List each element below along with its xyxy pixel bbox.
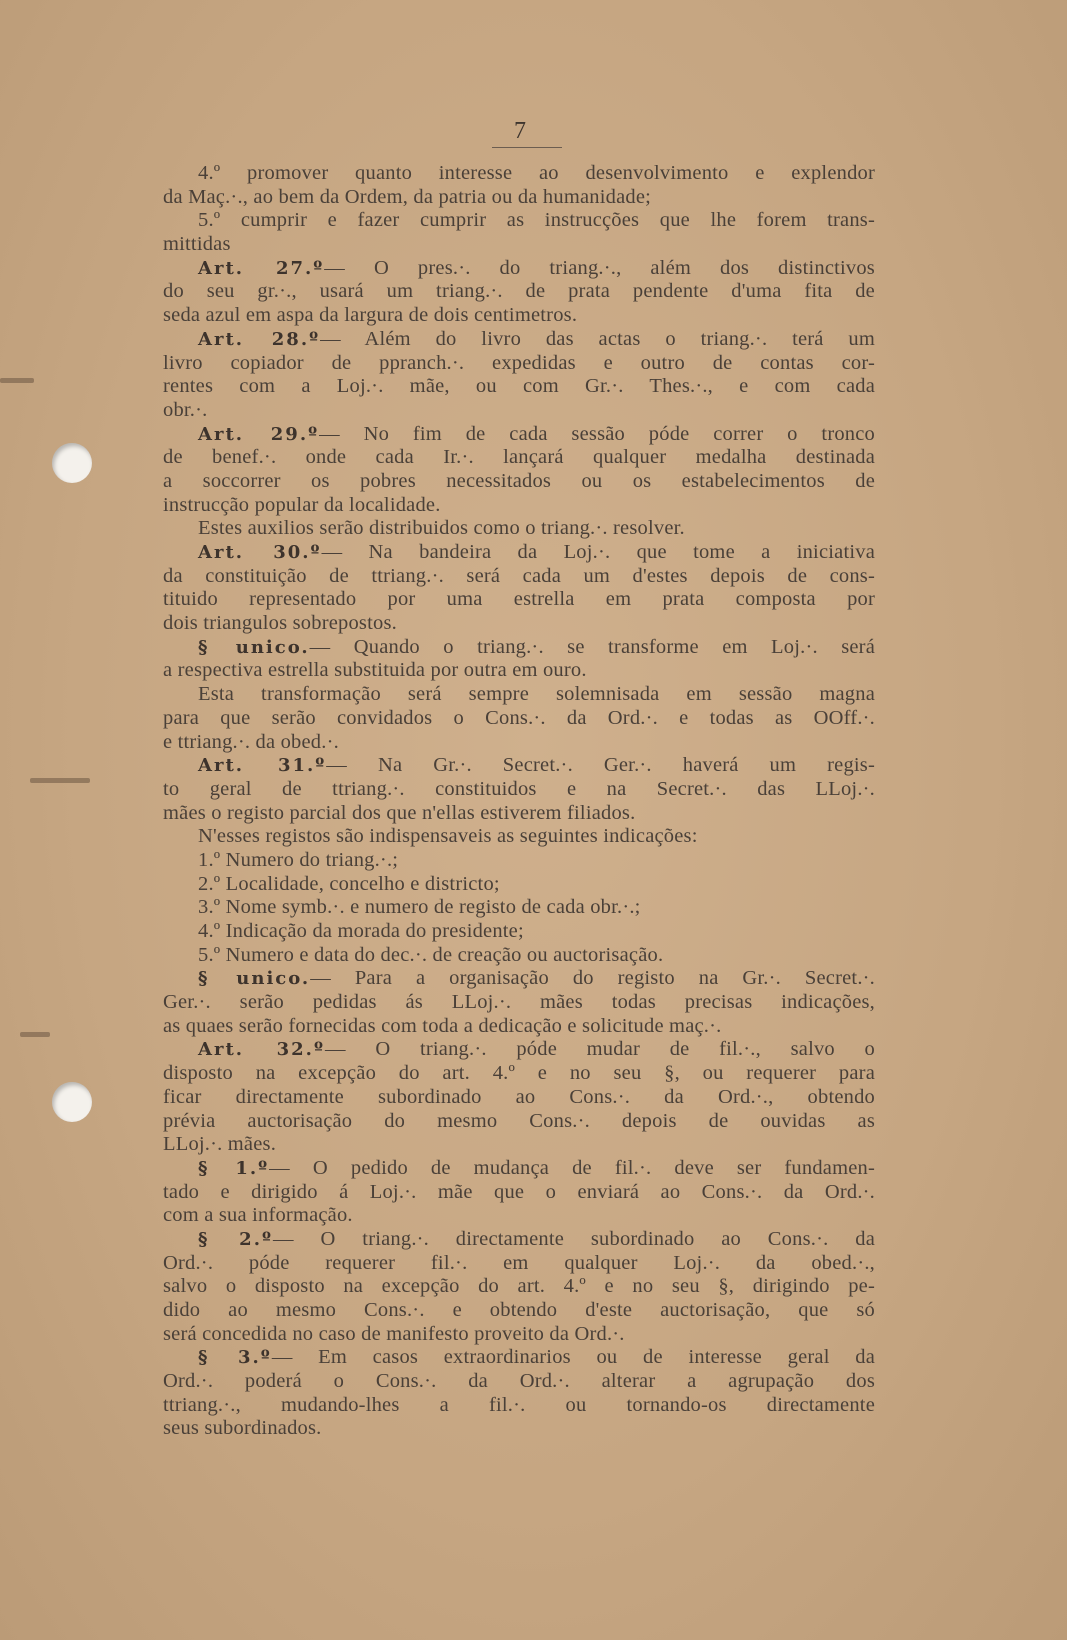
- text-line: [163, 304, 875, 328]
- text-line: [163, 1275, 875, 1299]
- line-text: dido ao mesmo Cons.·. e obtendo d'este auctorisação, que só: [163, 1299, 875, 1321]
- line-text: — No fim de cada sessão póde correr o tronco: [319, 422, 875, 445]
- text-line: [163, 517, 875, 541]
- line-text: Ord.·. poderá o Cons.·. da Ord.·. alterar a agrupação dos: [163, 1370, 875, 1393]
- line-text: — Quando o triang.·. se transforme em Loj.·. será: [309, 635, 875, 658]
- article-heading: Art. 28.º: [198, 328, 321, 350]
- line-text: disposto na excepção do art. 4.º e no seu §, ou requerer para: [163, 1062, 875, 1085]
- line-text: 4.º Indicação da morada do presidente;: [198, 920, 524, 942]
- article-heading: Art. 27.º: [198, 257, 325, 279]
- article-heading: § 2.º: [198, 1228, 273, 1250]
- text-line: [163, 1346, 875, 1370]
- text-line: [163, 1370, 875, 1394]
- line-text: — Na Gr.·. Secret.·. Ger.·. haverá um regis-: [326, 754, 875, 777]
- line-text: 5.º Numero e data do dec.·. de creação ou auctorisação.: [198, 943, 664, 966]
- line-text: — O pedido de mudança de fil.·. deve ser fundamen-: [269, 1156, 875, 1179]
- text-line: [163, 1204, 875, 1228]
- text-line: [163, 162, 875, 186]
- line-text: — Para a organisação do registo na Gr.·. Secret.·.: [310, 967, 875, 990]
- text-line: [163, 920, 875, 944]
- text-line: [163, 209, 875, 233]
- article-heading: Art. 29.º: [198, 423, 320, 445]
- line-text: da constituição de ttriang.·. será cada um d'estes depois de cons-: [163, 564, 875, 587]
- text-line: [163, 470, 875, 494]
- line-text: 2.º Localidade, concelho e districto;: [198, 872, 500, 895]
- text-line: [163, 967, 875, 991]
- line-text: tado e dirigido á Loj.·. mãe que o enviará ao Cons.·. da Ord.·.: [163, 1180, 875, 1203]
- line-text: — Além do livro das actas o triang.·. terá um: [320, 327, 875, 350]
- article-heading: Art. 31.º: [198, 755, 327, 777]
- text-line: [163, 1038, 875, 1062]
- page-number: 7: [514, 118, 526, 144]
- text-line: [163, 1181, 875, 1205]
- line-text: salvo o disposto na excepção do art. 4.º e no seu §, dirigindo pe-: [163, 1275, 875, 1298]
- document-body: [163, 162, 875, 1441]
- text-line: [163, 494, 875, 518]
- line-text: 5.º cumprir e fazer cumprir as instrucções que lhe forem trans-: [198, 209, 875, 232]
- line-text: — Na bandeira da Loj.·. que tome a iniciativa: [321, 541, 875, 563]
- line-text: as quaes serão fornecidas com toda a dedicação e solicitude maç.·.: [163, 1014, 722, 1037]
- article-heading: Art. 32.º: [198, 1039, 325, 1061]
- text-line: [163, 233, 875, 257]
- text-line: [163, 802, 875, 826]
- text-line: [163, 1323, 875, 1347]
- text-line: [163, 1299, 875, 1323]
- text-line: [163, 565, 875, 589]
- line-text: do seu gr.·., usará um triang.·. de prata pendente d'uma fita de: [163, 280, 875, 303]
- text-line: [163, 731, 875, 755]
- line-text: to geral de ttriang.·. constituidos e na Secret.·. das LLoj.·.: [163, 777, 875, 800]
- line-text: prévia auctorisação do mesmo Cons.·. depois de ouvidas as: [163, 1109, 875, 1132]
- line-text: ttriang.·., mudando-lhes a fil.·. ou tornando-os directamente: [163, 1393, 875, 1416]
- text-line: [163, 1228, 875, 1252]
- text-line: [163, 873, 875, 897]
- article-heading: Art. 30.º: [198, 542, 322, 563]
- binding-mark: [0, 378, 34, 383]
- text-line: [163, 754, 875, 778]
- line-text: e ttriang.·. da obed.·.: [163, 730, 339, 753]
- line-text: mães o registo parcial dos que n'ellas estiverem filiados.: [163, 801, 636, 824]
- binding-mark: [20, 1032, 50, 1037]
- text-line: [163, 588, 875, 612]
- line-text: 4.º promover quanto interesse ao desenvolvimento e explendor: [198, 162, 875, 184]
- line-text: mittidas: [163, 233, 231, 256]
- text-line: [163, 659, 875, 683]
- binding-mark: [30, 778, 90, 783]
- line-text: de benef.·. onde cada Ir.·. lançará qualquer medalha destinada: [163, 446, 875, 469]
- line-text: para que serão convidados o Cons.·. da Ord.·. e todas as OOff.·.: [163, 706, 875, 729]
- text-line: [163, 1086, 875, 1110]
- text-line: [163, 423, 875, 447]
- binder-hole: [52, 1082, 92, 1122]
- line-text: com a sua informação.: [163, 1204, 353, 1227]
- line-text: 1.º Numero do triang.·.;: [198, 848, 399, 871]
- line-text: da Maç.·., ao bem da Ordem, da patria ou da humanidade;: [163, 185, 652, 208]
- line-text: — O pres.·. do triang.·., além dos distinctivos: [324, 256, 875, 279]
- text-line: [163, 1394, 875, 1418]
- line-text: livro copiador de ppranch.·. expedidas e outro de contas cor-: [163, 351, 875, 374]
- text-line: [163, 541, 875, 565]
- line-text: dois triangulos sobrepostos.: [163, 612, 397, 635]
- text-line: [163, 683, 875, 707]
- text-line: [163, 778, 875, 802]
- line-text: a respectiva estrella substituida por outra em ouro.: [163, 659, 587, 682]
- text-line: [163, 375, 875, 399]
- text-line: [163, 1157, 875, 1181]
- text-line: [163, 257, 875, 281]
- text-line: [163, 944, 875, 968]
- line-text: ficar directamente subordinado ao Cons.·. da Ord.·., obtendo: [163, 1085, 875, 1108]
- article-heading: § 3.º: [198, 1347, 272, 1369]
- text-line: [163, 612, 875, 636]
- text-line: [163, 186, 875, 210]
- line-text: rentes com a Loj.·. mãe, ou com Gr.·. Thes.·., e com cada: [163, 375, 875, 398]
- binder-hole: [52, 443, 92, 483]
- text-line: [163, 352, 875, 376]
- line-text: tituido representado por uma estrella em prata composta por: [163, 588, 875, 611]
- line-text: será concedida no caso de manifesto proveito da Ord.·.: [163, 1322, 625, 1345]
- text-line: [163, 849, 875, 873]
- text-line: [163, 1110, 875, 1134]
- line-text: instrucção popular da localidade.: [163, 493, 441, 516]
- text-line: [163, 896, 875, 920]
- text-line: [163, 991, 875, 1015]
- line-text: N'esses registos são indispensaveis as seguintes indicações:: [198, 825, 698, 848]
- line-text: Estes auxilios serão distribuidos como o triang.·. resolver.: [198, 517, 685, 540]
- text-line: [163, 1133, 875, 1157]
- line-text: seus subordinados.: [163, 1417, 322, 1440]
- text-line: [163, 1062, 875, 1086]
- text-line: [163, 707, 875, 731]
- line-text: — O triang.·. póde mudar de fil.·., salvo o: [324, 1038, 875, 1061]
- text-line: [163, 328, 875, 352]
- text-line: [163, 825, 875, 849]
- line-text: LLoj.·. mães.: [163, 1133, 277, 1156]
- line-text: obr.·.: [163, 398, 208, 421]
- text-line: [163, 1417, 875, 1441]
- line-text: Ger.·. serão pedidas ás LLoj.·. mães todas precisas indicações,: [163, 991, 875, 1014]
- text-line: [163, 399, 875, 423]
- article-heading: § unico.: [198, 636, 310, 658]
- article-heading: § 1.º: [198, 1157, 270, 1179]
- text-line: [163, 1252, 875, 1276]
- line-text: Esta transformação será sempre solemnisada em sessão magna: [198, 683, 875, 706]
- line-text: Ord.·. póde requerer fil.·. em qualquer Loj.·. da obed.·.,: [163, 1251, 875, 1274]
- page-number-rule: [492, 147, 562, 148]
- article-heading: § unico.: [198, 968, 311, 990]
- line-text: — Em casos extraordinarios ou de interesse geral da: [271, 1346, 875, 1369]
- line-text: — O triang.·. directamente subordinado ao Cons.·. da: [272, 1227, 875, 1250]
- line-text: seda azul em aspa da largura de dois centimetros.: [163, 304, 578, 327]
- line-text: 3.º Nome symb.·. e numero de registo de cada obr.·.;: [198, 896, 641, 919]
- text-line: [163, 636, 875, 660]
- text-line: [163, 280, 875, 304]
- text-line: [163, 1015, 875, 1039]
- line-text: a soccorrer os pobres necessitados ou os estabelecimentos de: [163, 469, 875, 492]
- text-line: [163, 446, 875, 470]
